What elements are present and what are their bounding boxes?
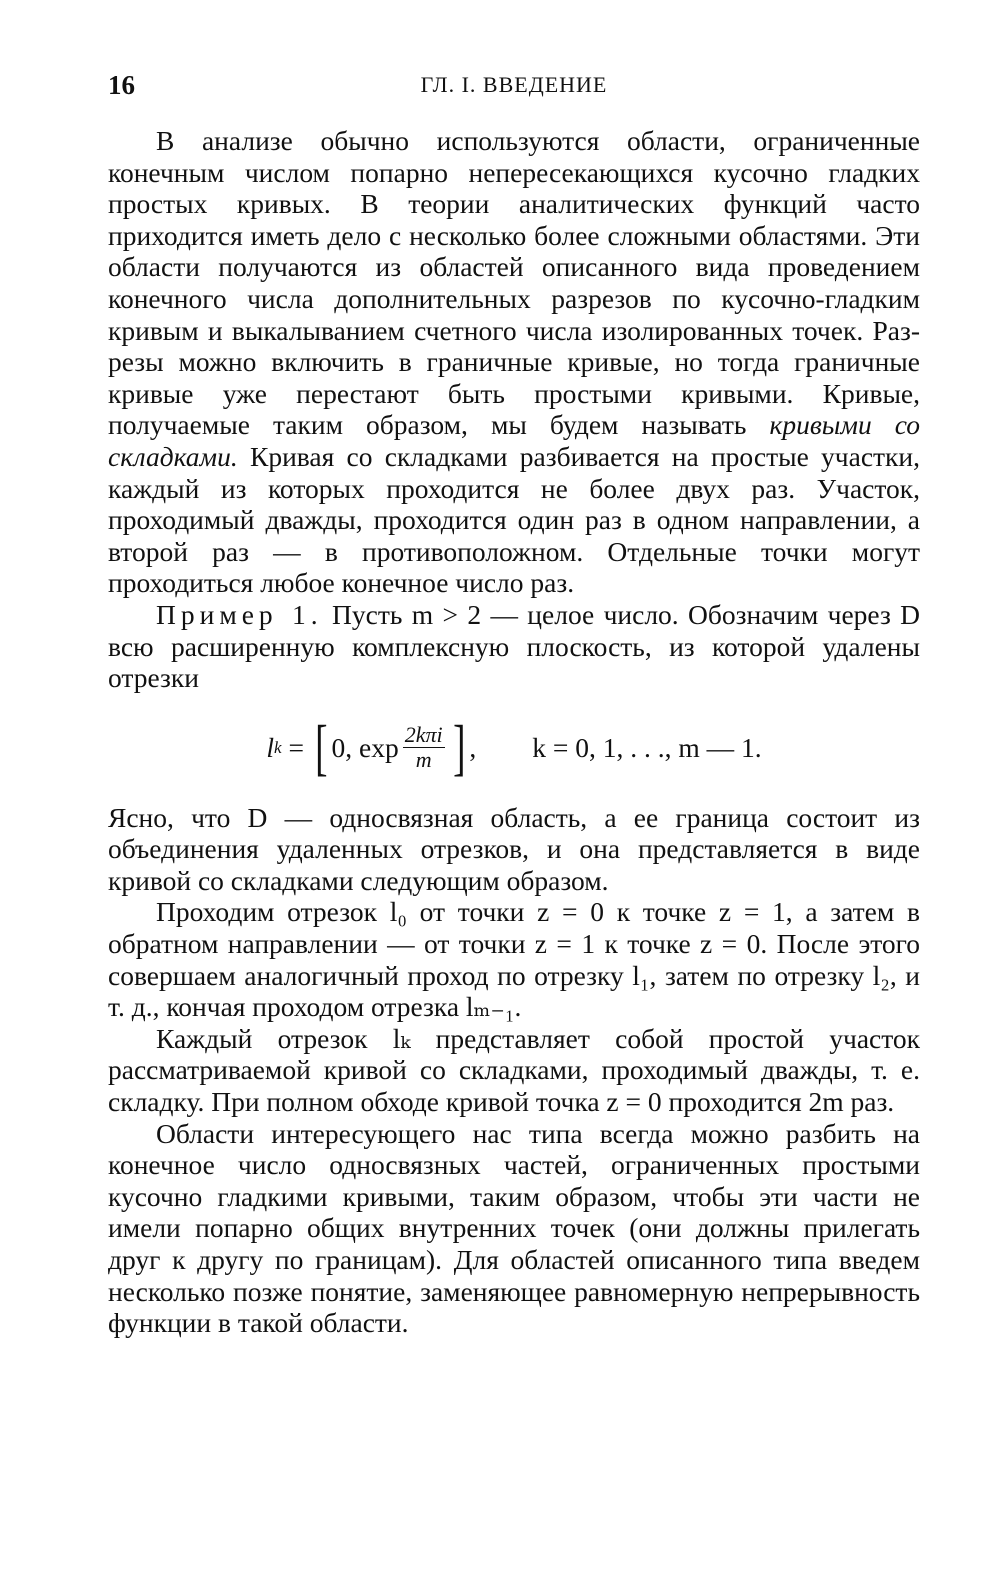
paragraph-decomposition	[108, 1118, 920, 1339]
page-header	[108, 70, 920, 110]
display-formula	[108, 694, 920, 802]
paragraph-text: Проходим отрезок l₀ от точки z = 0 к точке z = 1, а затем в обратном направлении — от точки z = 1 к точке z = 0. После этого совершаем аналогичный проход по отрезку l₁, затем по отрезку l₂, и т. д., кончая проходом отрезка lₘ₋₁.	[108, 896, 920, 1023]
defined-term: кривыми со складками.	[108, 409, 921, 472]
formula-lhs-subscript: k	[274, 737, 282, 757]
formula-fraction	[403, 723, 445, 772]
formula-equals: =	[288, 731, 304, 763]
formula-range: k = 0, 1, . . ., m — 1.	[532, 731, 762, 763]
paragraph-traversal	[108, 896, 920, 1022]
paragraph-text: Ясно, что D — односвязная область, а ее граница состоит из объединения удаленных отрезков, и она представляется в виде кривой со складками следующим образом.	[108, 801, 920, 896]
paragraph-text: В анализе обычно используются области, ограниченные конечным числом попарно непересекающихся кусочно гладких простых кривых. В теории аналитических функций часто приходится иметь дело с несколько более сложными областями. Эти области получаются из областей описанного вида проведением конечного числа дополнительных разрезов по кусочно-гладким кривым и выкалыванием счетного числа изолированных точек. Разрезы можно включить в граничные кривые, но тогда граничные кривые уже перестают быть простыми кривыми. Кривые, получаемые таким образом, мы будем называть	[108, 125, 920, 441]
formula-comma: ,	[469, 731, 477, 763]
paragraph-curves-with-folds	[108, 125, 920, 599]
page-body	[108, 125, 920, 1339]
paragraph-simply-connected	[108, 802, 920, 897]
paragraph-fold	[108, 1023, 920, 1118]
paragraph-text: Каждый отрезок lₖ представляет собой простой участок рассматриваемой кривой со складками, проходимый дважды, т. е. складку. При полном обходе кривой точка z = 0 проходится 2m раз.	[108, 1022, 920, 1118]
fraction-numerator: 2kπi	[404, 722, 443, 748]
formula-lhs: l	[266, 731, 275, 763]
right-bracket: ]	[452, 713, 466, 782]
example-label: Пример 1.	[156, 598, 323, 630]
paragraph-text: Области интересующего нас типа всегда можно разбить на конечное число односвязных частей, ограниченных простыми кусочно гладкими кривыми, таким образом, чтобы эти части не имели попарно общих внутренних точек (они должны прилегать друг к другу по границам). Для областей описанного типа введем несколько позже понятие, заменяющее равномерную непрерывность функции в такой области.	[108, 1117, 920, 1339]
page-number: 16	[108, 70, 135, 100]
paragraph-text-continued: Кривая со складками разбивается на простые участки, каждый из которых проходится не более двух раз. Участок, проходимый дважды, проходится один раз в одном направлении, а второй раз — в противоположном. Отдельные точки могут проходиться любое конечное число раз.	[108, 440, 920, 599]
formula-interval-start: 0, exp	[331, 731, 399, 763]
left-bracket: [	[315, 713, 328, 782]
example-paragraph	[108, 599, 920, 694]
fraction-denominator: m	[415, 747, 432, 773]
running-head: ГЛ. I. ВВЕДЕНИЕ	[420, 72, 608, 97]
example-text: Пусть m > 2 — целое число. Обозначим через D всю расширенную комплексную плоскость, из которой удалены отрезки	[108, 598, 921, 694]
